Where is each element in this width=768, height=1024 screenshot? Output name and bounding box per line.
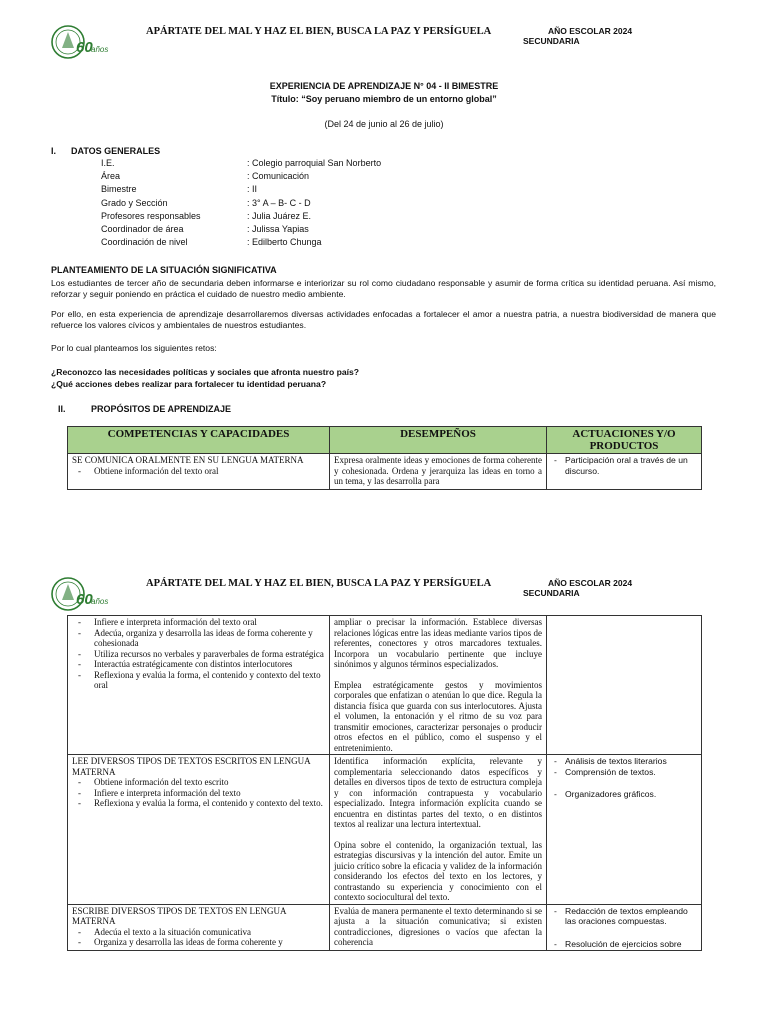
svg-text:años: años [91,597,109,606]
situation-paragraph-3: Por lo cual planteamos los siguientes retos: [51,343,217,353]
situation-title: PLANTEAMIENTO DE LA SITUACIÓN SIGNIFICATIVA [51,265,277,275]
svg-text:años: años [91,45,109,54]
page-header [0,18,768,74]
section-purposes-title: PROPÓSITOS DE APRENDIZAJE [91,404,232,414]
capacidades-list [72,617,325,691]
table-header-row [68,427,702,454]
school-year: AÑO ESCOLAR 2024 [548,26,633,36]
capacidades-list [72,466,325,477]
header-school-year [523,26,633,46]
competencia-cell [68,755,330,905]
general-row: Coordinación de nivel : Edilberto Chunga [101,237,322,248]
table-row [68,755,702,905]
school-year: AÑO ESCOLAR 2024 [548,578,633,588]
header-actuaciones: ACTUACIONES Y/O PRODUCTOS [547,427,702,454]
school-logo [50,572,109,616]
table-row [68,904,702,951]
page-2 [0,556,768,1024]
actuaciones-list [551,756,697,800]
header-competencias: COMPETENCIAS Y CAPACIDADES [68,427,330,454]
actuacion-item: - Resolución de ejercicios sobre [565,939,697,950]
desempeno-paragraph: Emplea estratégicamente gestos y movimientos corporales que enfatizan o atenúan lo que dice. Regula la distancia física que guarda con sus interlocutores. Ajusta el volumen, la entonación y el ritmo de su voz para transmitir emociones, caracterizar personajes o producir otros efectos en el público, como el suspenso y el entretenimiento. [334,679,542,753]
desempeno-cell [330,755,547,905]
capacidad-item: - Reflexiona y evalúa la forma, el contenido y contexto del texto. [94,798,325,809]
actuaciones-cell [547,454,702,490]
capacidad-item: - Adecúa, organiza y desarrolla las ideas de forma coherente y cohesionada [94,628,325,649]
general-data-list [101,157,381,249]
header-motto: APÁRTATE DEL MAL Y HAZ EL BIEN, BUSCA LA PAZ Y PERSÍGUELA [146,26,492,37]
capacidad-item: - Infiere e interpreta información del texto oral [94,617,325,628]
actuaciones-cell [547,755,702,905]
capacidades-list [72,777,325,809]
svg-text:60: 60 [76,591,93,608]
desempeno-cell: Evalúa de manera permanente el texto determinando si se ajusta a la situación comunicativa; si existen contradicciones, digresiones o vacíos que afectan la coherencia [330,904,547,951]
actuaciones-cell [547,904,702,951]
competencia-title: SE COMUNICA ORALMENTE EN SU LENGUA MATERNA [72,455,304,465]
competencia-cell [68,454,330,490]
situation-paragraph-1: Los estudiantes de tercer año de secundaria deben informarse e interiorizar su rol como ciudadano responsable y asumir de forma crítica su identidad peruana. Así mismo, reforzar y seguir poniendo en práctica el cuidado de nuestro medio ambiente. [51,278,716,300]
actuacion-item: - Comprensión de textos. [565,767,697,778]
general-row: Bimestre : II [101,184,258,195]
capacidad-item: - Organiza y desarrolla las ideas de forma coherente y [94,937,325,948]
section-purposes-number: II. [58,404,66,414]
section-general-number: I. [51,146,57,156]
competencia-title: ESCRIBE DIVERSOS TIPOS DE TEXTOS EN LENGUA MATERNA [72,905,287,926]
capacidad-item: - Infiere e interpreta información del texto [94,788,325,799]
competencia-cell [68,904,330,951]
school-level: SECUNDARIA [523,588,580,598]
desempeno-paragraph: Opina sobre el contenido, la organización textual, las estrategias discursivas y la intención del autor. Emite un juicio crítico sobre la eficacia y validez de la información considerando los efectos del texto en los lectores, y contrastando su experiencia y conocimiento con el contexto sociocultural del texto. [334,839,542,902]
capacidad-item: - Obtiene información del texto escrito [94,777,325,788]
desempeno-cell [330,616,547,755]
capacidad-item: - Obtiene información del texto oral [94,466,325,477]
header-school-year [523,578,633,598]
actuaciones-cell [547,616,702,755]
capacidades-list [72,927,325,948]
experience-title: Título: “Soy peruano miembro de un entorno global” [271,94,497,104]
capacidad-item: - Reflexiona y evalúa la forma, el contenido y contexto del texto oral [94,670,325,691]
school-logo [50,20,109,64]
challenge-question-2: ¿Qué acciones debes realizar para fortalecer tu identidad peruana? [51,379,327,389]
header-motto: APÁRTATE DEL MAL Y HAZ EL BIEN, BUSCA LA PAZ Y PERSÍGUELA [146,578,492,589]
purposes-table [67,426,702,490]
actuacion-item: - Análisis de textos literarios [565,756,697,767]
experience-dates: (Del 24 de junio al 26 de julio) [324,119,444,129]
section-general-title: DATOS GENERALES [71,146,161,156]
general-row: Profesores responsables : Julia Juárez E. [101,210,312,221]
page-separator [0,500,768,556]
competencia-title: LEE DIVERSOS TIPOS DE TEXTOS ESCRITOS EN LENGUA MATERNA [72,756,311,777]
school-level: SECUNDARIA [523,36,580,46]
header-desempenos: DESEMPEÑOS [330,427,547,454]
actuacion-item: - Redacción de textos empleando las oraciones compuestas. [565,906,697,927]
svg-text:60: 60 [76,39,93,56]
desempeno-cell: Expresa oralmente ideas y emociones de forma coherente y cohesionada. Ordena y jerarquiza las ideas en torno a un tema, y las desarrolla para [330,454,547,490]
table-row [68,454,702,490]
capacidad-item: - Interactúa estratégicamente con distintos interlocutores [94,659,325,670]
capacidad-item: - Adecúa el texto a la situación comunicativa [94,927,325,938]
capacidad-item: - Utiliza recursos no verbales y paraverbales de forma estratégica [94,649,325,660]
general-row: I.E. : Colegio parroquial San Norberto [101,158,382,168]
desempeno-paragraph: ampliar o precisar la información. Establece diversas relaciones lógicas entre las ideas mediante varios tipos de referentes, conectores y otros marcadores textuales. Incorpora un vocabulario pertinente que incluye sinónimos y algunos términos especializados. [334,617,542,669]
table-row [68,616,702,755]
actuacion-item: - Participación oral a través de un discurso. [565,455,697,476]
page-1 [0,0,768,500]
actuaciones-list [551,906,697,950]
challenge-question-1: ¿Reconozco las necesidades políticas y sociales que afronta nuestro país? [51,367,360,377]
desempeno-paragraph: Identifica información explícita, relevante y complementaria seleccionando datos específicos y detalles en diversos tipos de texto de estructura compleja y con información contrapuesta y vocabulario especializado. Integra información explícita cuando se encuentra en distintas partes del texto, o en distintos textos al realizar una lectura intertextual. [334,756,542,829]
actuaciones-list [551,455,697,476]
general-row: Grado y Sección : 3° A – B- C - D [101,197,311,208]
experience-heading: EXPERIENCIA DE APRENDIZAJE N° 04 - II BIMESTRE [269,81,499,91]
situation-paragraph-2: Por ello, en esta experiencia de aprendizaje desarrollaremos diversas actividades enfocadas a fortalecer el amor a nuestra patria, a nuestra biodiversidad de manera que refuerce los valores cívicos y ambientales de nuestros estudiantes. [51,309,716,331]
competencia-cell [68,616,330,755]
general-row: Área : Comunicación [101,171,310,182]
general-row: Coordinador de área : Julissa Yapias [101,224,309,235]
purposes-table-continued [67,615,702,951]
actuacion-item: - Organizadores gráficos. [565,789,697,800]
